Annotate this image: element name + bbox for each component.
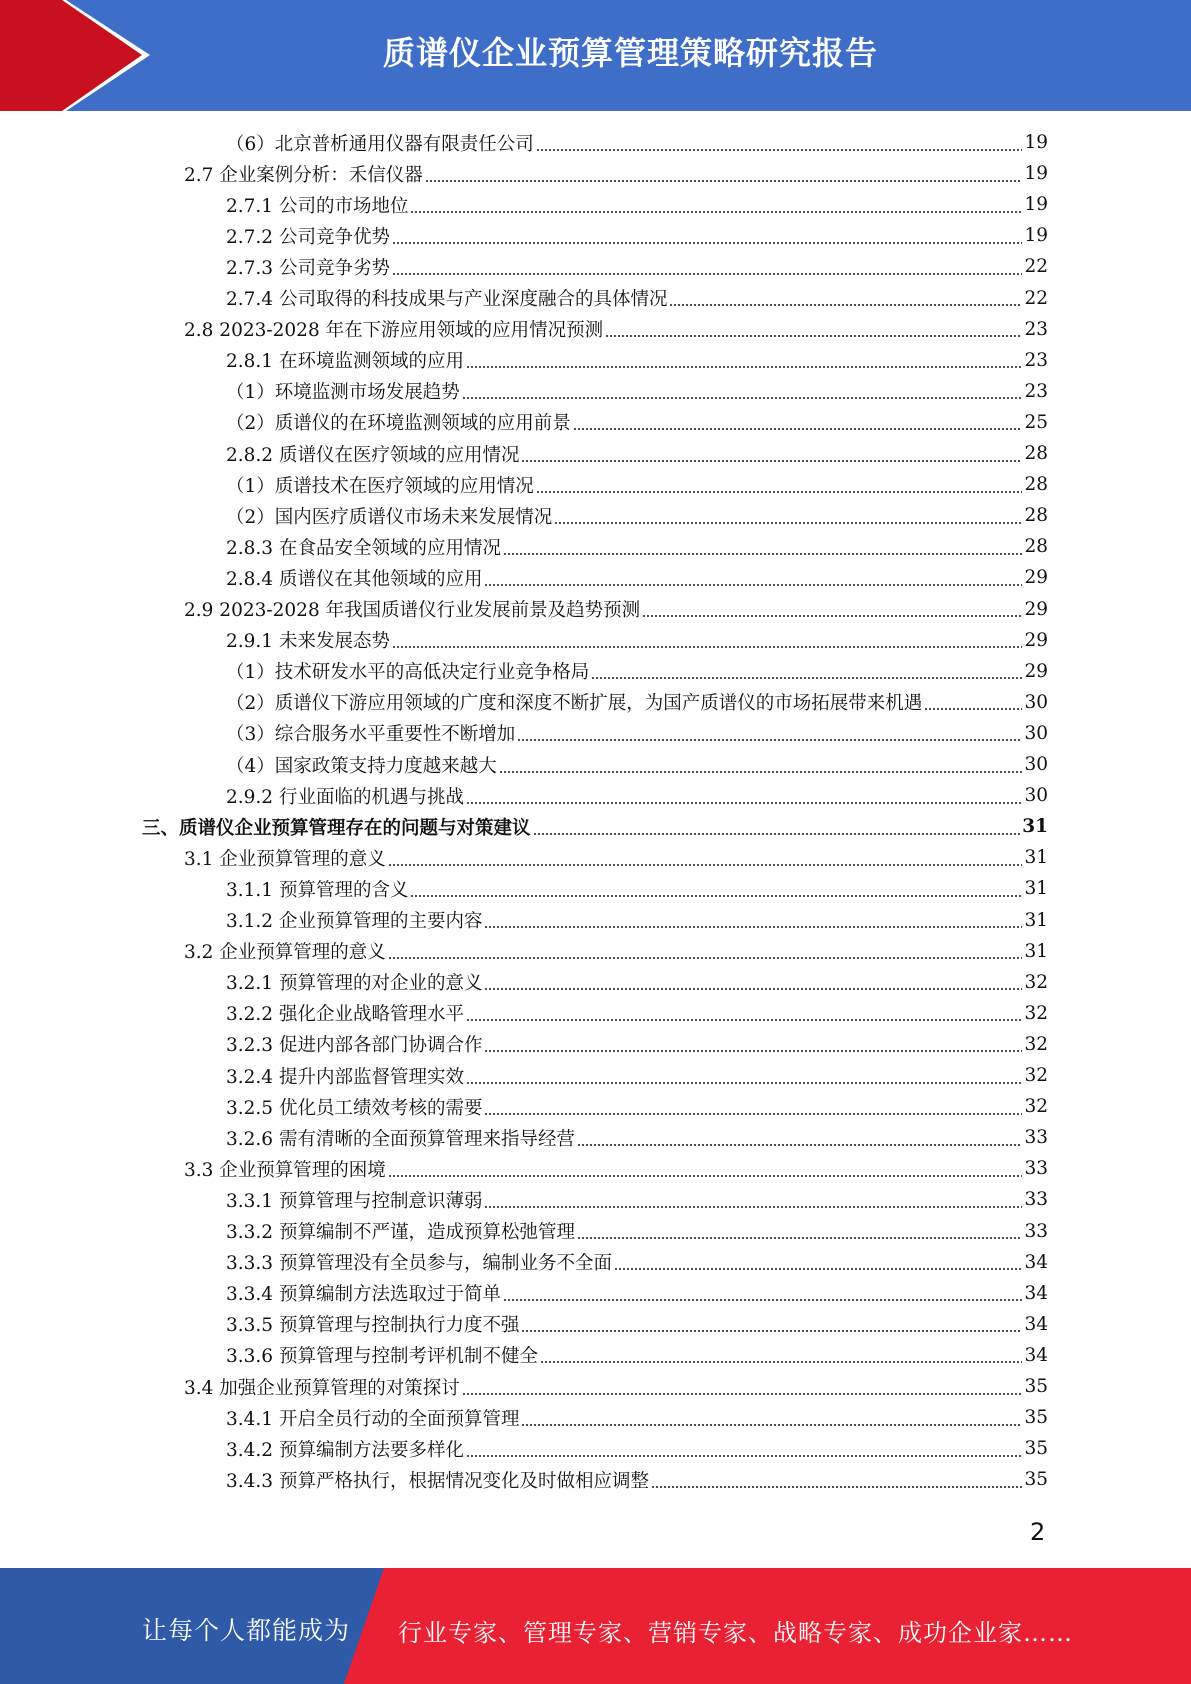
toc-entry-title: （2）国内医疗质谱仪市场未来发展情况 xyxy=(226,506,553,528)
toc-leader-dots xyxy=(466,1082,1022,1084)
toc-entry-title: （6）北京普析通用仪器有限责任公司 xyxy=(226,133,534,155)
toc-leader-dots xyxy=(425,180,1023,182)
toc-entry[interactable] xyxy=(226,1216,1048,1247)
toc-entry-title: 3.1.1 预算管理的含义 xyxy=(226,879,409,901)
toc-entry-page: 34 xyxy=(1024,1251,1048,1273)
toc-entry-page: 19 xyxy=(1024,132,1048,153)
footer-slogan-right: 行业专家、管理专家、营销专家、战略专家、成功企业家…… xyxy=(398,1619,1073,1647)
toc-entry-page: 28 xyxy=(1024,443,1048,464)
toc-entry[interactable] xyxy=(226,873,1048,904)
toc-entry-title: 3.4.2 预算编制方法要多样化 xyxy=(226,1439,464,1461)
toc-entry-title: 2.8 2023-2028 年在下游应用领域的应用情况预测 xyxy=(184,320,604,342)
toc-leader-dots xyxy=(669,304,1022,306)
toc-leader-dots xyxy=(388,957,1023,959)
toc-entry-title: 2.7.3 公司竞争劣势 xyxy=(226,257,390,279)
toc-entry-title: （3）综合服务水平重要性不断增加 xyxy=(226,724,516,746)
toc-entry-page: 35 xyxy=(1024,1376,1048,1397)
toc-entry[interactable] xyxy=(226,407,1048,438)
page-header xyxy=(0,0,1191,111)
toc-entry[interactable] xyxy=(142,811,1048,842)
toc-entry-title: 3.2.3 促进内部各部门协调合作 xyxy=(226,1035,483,1057)
toc-entry[interactable] xyxy=(226,251,1048,282)
toc-entry[interactable] xyxy=(226,1464,1048,1495)
toc-entry[interactable] xyxy=(226,1433,1048,1464)
toc-leader-dots xyxy=(466,1019,1022,1021)
toc-entry-page: 31 xyxy=(1024,909,1048,931)
toc-entry[interactable] xyxy=(184,936,1048,967)
toc-entry-title: 3.3.6 预算管理与控制考评机制不健全 xyxy=(226,1346,538,1368)
toc-leader-dots xyxy=(614,1268,1022,1270)
toc-entry[interactable] xyxy=(226,283,1048,314)
toc-entry-page: 32 xyxy=(1024,1096,1048,1118)
toc-entry-title: 3.3.2 预算编制不严谨，造成预算松弛管理 xyxy=(226,1222,575,1243)
toc-entry-page: 32 xyxy=(1024,1002,1048,1024)
toc-leader-dots xyxy=(392,646,1022,648)
toc-entry[interactable] xyxy=(226,905,1048,936)
toc-entry[interactable] xyxy=(226,718,1048,749)
toc-entry-page: 28 xyxy=(1024,474,1048,496)
toc-entry[interactable] xyxy=(226,1029,1048,1060)
toc-entry-page: 22 xyxy=(1024,287,1048,309)
toc-leader-dots xyxy=(484,1050,1022,1052)
toc-entry-page: 32 xyxy=(1024,1033,1048,1055)
toc-leader-dots xyxy=(554,522,1022,524)
toc-leader-dots xyxy=(521,1424,1022,1426)
toc-entry-page: 34 xyxy=(1024,1282,1048,1304)
toc-entry-title: （1）环境监测市场发展趋势 xyxy=(226,382,460,404)
toc-leader-dots xyxy=(484,1206,1022,1208)
toc-entry-page: 34 xyxy=(1024,1344,1048,1366)
toc-entry-title: 3.2.2 强化企业战略管理水平 xyxy=(226,1004,464,1026)
toc-entry-page: 19 xyxy=(1024,163,1048,185)
toc-leader-dots xyxy=(517,739,1022,741)
toc-entry-page: 22 xyxy=(1024,256,1048,278)
toc-entry-title: 3.3.3 预算管理没有全员参与，编制业务不全面 xyxy=(226,1253,612,1275)
toc-leader-dots xyxy=(466,1455,1022,1457)
toc-entry-title: 3.3 企业预算管理的困境 xyxy=(184,1159,386,1181)
toc-entry[interactable] xyxy=(226,438,1048,469)
toc-leader-dots xyxy=(462,1393,1023,1395)
toc-entry-title: 3.2 企业预算管理的意义 xyxy=(184,942,386,964)
toc-entry[interactable] xyxy=(184,158,1048,189)
toc-entry-title: 2.7.4 公司取得的科技成果与产业深度融合的具体情况 xyxy=(226,289,668,310)
toc-entry[interactable] xyxy=(226,656,1048,687)
toc-entry-page: 30 xyxy=(1024,754,1048,775)
toc-leader-dots xyxy=(410,211,1022,213)
toc-entry-title: 3.2.1 预算管理的对企业的意义 xyxy=(226,973,483,995)
toc-leader-dots xyxy=(536,491,1023,493)
toc-leader-dots xyxy=(484,1113,1022,1115)
toc-leader-dots xyxy=(484,988,1022,990)
toc-entry-page: 23 xyxy=(1024,349,1048,371)
toc-entry-page: 19 xyxy=(1024,225,1048,247)
toc-entry[interactable] xyxy=(226,1340,1048,1371)
toc-entry-page: 30 xyxy=(1024,691,1048,713)
toc-entry-page: 31 xyxy=(1024,878,1048,900)
toc-leader-dots xyxy=(924,708,1022,710)
toc-leader-dots xyxy=(536,149,1023,151)
toc-leader-dots xyxy=(605,335,1022,337)
toc-entry[interactable] xyxy=(184,594,1048,625)
toc-entry[interactable] xyxy=(226,469,1048,500)
toc-entry-title: （1）技术研发水平的高低决定行业竞争格局 xyxy=(226,662,590,684)
page-footer xyxy=(0,1568,1191,1684)
toc-entry-title: 2.9.1 未来发展态势 xyxy=(226,631,390,653)
toc-entry-page: 28 xyxy=(1024,505,1048,527)
toc-entry-title: 3.2.5 优化员工绩效考核的需要 xyxy=(226,1097,483,1119)
toc-entry-title: 3.1.2 企业预算管理的主要内容 xyxy=(226,911,483,932)
toc-entry-page: 23 xyxy=(1024,380,1048,402)
toc-leader-dots xyxy=(533,833,1021,835)
toc-leader-dots xyxy=(577,1237,1022,1239)
toc-entry-title: 3.4.1 开启全员行动的全面预算管理 xyxy=(226,1408,520,1430)
toc-entry-title: 2.8.2 质谱仪在医疗领域的应用情况 xyxy=(226,444,520,466)
toc-leader-dots xyxy=(392,273,1022,275)
toc-entry-title: 2.9 2023-2028 年我国质谱仪行业发展前景及趋势预测 xyxy=(184,600,641,621)
toc-entry[interactable] xyxy=(226,1309,1048,1340)
toc-entry[interactable] xyxy=(226,127,1048,158)
toc-entry-title: 3.3.5 预算管理与控制执行力度不强 xyxy=(226,1315,520,1337)
toc-leader-dots xyxy=(462,397,1023,399)
toc-entry[interactable] xyxy=(226,345,1048,376)
toc-entry[interactable] xyxy=(184,314,1048,345)
toc-leader-dots xyxy=(466,802,1022,804)
toc-entry[interactable] xyxy=(226,376,1048,407)
toc-leader-dots xyxy=(591,677,1022,679)
toc-entry[interactable] xyxy=(226,500,1048,531)
toc-entry-title: （2）质谱仪下游应用领域的广度和深度不断扩展，为国产质谱仪的市场拓展带来机遇 xyxy=(226,693,923,715)
toc-entry-page: 31 xyxy=(1022,816,1048,838)
toc-leader-dots xyxy=(388,864,1023,866)
toc-entry-page: 23 xyxy=(1024,318,1048,340)
toc-entry-title: 2.7.1 公司的市场地位 xyxy=(226,195,409,217)
toc-entry-page: 29 xyxy=(1024,629,1048,651)
toc-entry-page: 33 xyxy=(1024,1158,1048,1180)
toc-entry-page: 35 xyxy=(1024,1438,1048,1460)
toc-entry[interactable] xyxy=(226,189,1048,220)
toc-entry[interactable] xyxy=(226,780,1048,811)
toc-entry-page: 33 xyxy=(1024,1189,1048,1211)
toc-entry[interactable] xyxy=(226,1278,1048,1309)
toc-leader-dots xyxy=(410,895,1022,897)
toc-leader-dots xyxy=(521,1330,1022,1332)
toc-entry-page: 35 xyxy=(1024,1469,1048,1491)
toc-entry-title: （2）质谱仪的在环境监测领域的应用前景 xyxy=(226,413,571,435)
toc-leader-dots xyxy=(503,553,1022,555)
toc-entry-page: 34 xyxy=(1024,1313,1048,1335)
toc-entry[interactable] xyxy=(226,562,1048,593)
toc-entry-page: 29 xyxy=(1024,660,1048,682)
toc-entry[interactable] xyxy=(226,749,1048,780)
toc-entry-title: 2.7 企业案例分析：禾信仪器 xyxy=(184,164,423,186)
toc-entry-page: 30 xyxy=(1024,722,1048,744)
toc-entry-page: 31 xyxy=(1024,940,1048,962)
toc-entry-page: 35 xyxy=(1024,1407,1048,1429)
toc-entry[interactable] xyxy=(184,1371,1048,1402)
toc-entry-page: 33 xyxy=(1024,1220,1048,1242)
toc-entry-page: 30 xyxy=(1024,785,1048,807)
toc-entry-title: 2.7.2 公司竞争优势 xyxy=(226,226,390,248)
toc-entry[interactable] xyxy=(226,1060,1048,1091)
toc-leader-dots xyxy=(484,926,1022,928)
toc-entry-page: 33 xyxy=(1024,1127,1048,1149)
toc-entry[interactable] xyxy=(226,220,1048,251)
toc-entry-title: 2.8.3 在食品安全领域的应用情况 xyxy=(226,537,501,559)
toc-entry-page: 28 xyxy=(1024,536,1048,558)
toc-entry-title: 2.8.1 在环境监测领域的应用 xyxy=(226,351,464,373)
toc-entry[interactable] xyxy=(226,1402,1048,1433)
report-title: 质谱仪企业预算管理策略研究报告 xyxy=(382,34,878,72)
toc-leader-dots xyxy=(651,1486,1022,1488)
toc-entry[interactable] xyxy=(226,531,1048,562)
toc-entry-title: 2.9.2 行业面临的机遇与挑战 xyxy=(226,786,464,808)
toc-leader-dots xyxy=(540,1361,1022,1363)
toc-entry[interactable] xyxy=(226,1091,1048,1122)
toc-entry[interactable] xyxy=(226,687,1048,718)
toc-entry-title: 3.2.6 需有清晰的全面预算管理来指导经营 xyxy=(226,1128,575,1150)
toc-entry-page: 19 xyxy=(1024,194,1048,216)
toc-entry-title: 3.3.4 预算编制方法选取过于简单 xyxy=(226,1284,501,1306)
toc-leader-dots xyxy=(577,1144,1022,1146)
toc-leader-dots xyxy=(392,242,1022,244)
toc-leader-dots xyxy=(499,771,1023,773)
toc-leader-dots xyxy=(388,1175,1023,1177)
toc-entry[interactable] xyxy=(226,625,1048,656)
toc-entry-page: 25 xyxy=(1024,411,1048,433)
toc-entry-page: 32 xyxy=(1024,1065,1048,1086)
footer-slogan-left: 让每个人都能成为 xyxy=(142,1616,351,1645)
toc-entry-title: （1）质谱技术在医疗领域的应用情况 xyxy=(226,475,534,497)
toc-entry-page: 29 xyxy=(1024,598,1048,620)
toc-entry[interactable] xyxy=(226,1247,1048,1278)
toc-entry-page: 32 xyxy=(1024,971,1048,993)
toc-entry[interactable] xyxy=(226,1122,1048,1153)
toc-entry-page: 31 xyxy=(1024,847,1048,869)
toc-entry[interactable] xyxy=(226,1184,1048,1215)
toc-entry-title: 2.8.4 质谱仪在其他领域的应用 xyxy=(226,568,483,590)
page-number: 2 xyxy=(1030,1518,1046,1546)
toc-leader-dots xyxy=(484,584,1022,586)
toc-entry-page: 29 xyxy=(1024,567,1048,589)
toc-leader-dots xyxy=(521,460,1022,462)
toc-entry-title: 3.4 加强企业预算管理的对策探讨 xyxy=(184,1377,460,1399)
toc-entry-title: 三、质谱仪企业预算管理存在的问题与对策建议 xyxy=(142,817,531,839)
toc-entry-title: （4）国家政策支持力度越来越大 xyxy=(226,755,497,777)
toc-leader-dots xyxy=(573,428,1023,430)
toc-entry[interactable] xyxy=(184,1153,1048,1184)
toc-leader-dots xyxy=(642,615,1022,617)
toc-entry[interactable] xyxy=(226,998,1048,1029)
toc-entry-title: 3.4.3 预算严格执行，根据情况变化及时做相应调整 xyxy=(226,1470,649,1492)
toc-leader-dots xyxy=(503,1299,1022,1301)
toc-entry-title: 3.2.4 提升内部监督管理实效 xyxy=(226,1066,464,1088)
toc-entry-title: 3.1 企业预算管理的意义 xyxy=(184,848,386,870)
toc-leader-dots xyxy=(466,366,1022,368)
toc-entry-title: 3.3.1 预算管理与控制意识薄弱 xyxy=(226,1190,483,1212)
toc-entry[interactable] xyxy=(226,967,1048,998)
toc-entry[interactable] xyxy=(184,842,1048,873)
